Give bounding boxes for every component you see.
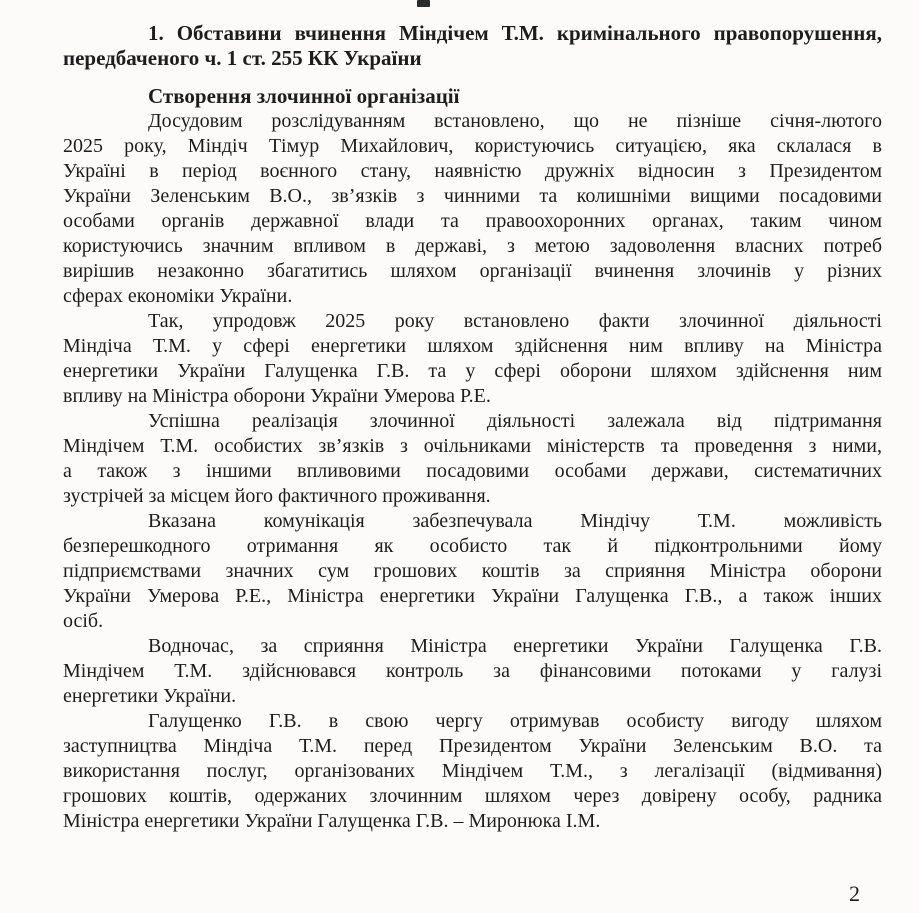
section-heading — [63, 21, 882, 71]
paragraph — [63, 509, 882, 634]
paragraph-line: Вказана комунікація забезпечувала Міндічу Т.М. можливість — [148, 510, 882, 532]
paragraph — [63, 634, 882, 709]
paragraph-line: України Умерова Р.Е., Міністра енергетики України Галущенка Г.В., а також інших — [63, 585, 882, 607]
page-number: 2 — [849, 881, 860, 906]
paragraph-line: Так, упродовж 2025 року встановлено факти злочинної діяльності — [148, 310, 882, 332]
paragraph-line: енергетики України. — [63, 685, 237, 707]
paragraph-line: підприємствами значних сум грошових коштів за сприяння Міністра оборони — [63, 560, 882, 582]
paragraph-line: грошових коштів, одержаних злочинним шляхом через довірену особу, радника — [63, 785, 882, 807]
paragraph-line: сферах економіки України. — [63, 285, 293, 307]
paragraph-line: зустрічей за місцем його фактичного проживання. — [63, 485, 491, 507]
paragraph-line: використання послуг, організованих Міндічем Т.М., з легалізації (відмивання) — [63, 760, 882, 782]
paragraphs-container — [63, 109, 882, 834]
paragraph — [63, 109, 882, 309]
paragraph-line: 2025 року, Міндіч Тімур Михайлович, користуючись ситуацією, яка склалася в — [63, 135, 882, 157]
paragraph — [63, 409, 882, 509]
heading-line: 1. Обставини вчинення Міндічем Т.М. кримінального правопорушення, — [148, 21, 882, 45]
document-content — [63, 21, 882, 834]
heading-line: передбаченого ч. 1 ст. 255 КК України — [63, 46, 422, 70]
paragraph-line: Міндічем Т.М. особистих зв’язків з очільниками міністерств та проведення з ними, — [63, 435, 882, 457]
subsection-heading: Створення злочинної організації — [148, 84, 460, 108]
paragraph-line: вирішив незаконно збагатитись шляхом організації вчинення злочинів у різних — [63, 260, 882, 282]
paragraph-line: Міндічем Т.М. здійснювався контроль за фінансовими потоками у галузі — [63, 660, 882, 682]
paragraph-line: енергетики України Галущенка Г.В. та у сфері оборони шляхом здійснення ним — [63, 360, 882, 382]
paragraph-line: осіб. — [63, 610, 104, 632]
paragraph-line: України Зеленським В.О., зв’язків з чинними та колишніми вищими посадовими — [63, 185, 882, 207]
paragraph — [63, 309, 882, 409]
paragraph-line: Міністра енергетики України Галущенка Г.В. – Миронюка І.М. — [63, 810, 601, 832]
paragraph-line: Міндіча Т.М. у сфері енергетики шляхом здійснення ним впливу на Міністра — [63, 335, 882, 357]
paragraph-line: Водночас, за сприяння Міністра енергетики України Галущенка Г.В. — [148, 635, 882, 657]
scan-artifact-mark — [417, 0, 430, 7]
paragraph-line: користуючись значним впливом в державі, з метою задоволення власних потреб — [63, 235, 882, 257]
paragraph-line: Галущенко Г.В. в свою чергу отримував особисту вигоду шляхом — [148, 710, 882, 732]
paragraph-line: заступництва Міндіча Т.М. перед Президентом України Зеленським В.О. та — [63, 735, 882, 757]
paragraph-line: Успішна реалізація злочинної діяльності залежала від підтримання — [148, 410, 882, 432]
paragraph-line: Україні в період воєнного стану, наявністю дружніх відносин з Президентом — [63, 160, 882, 182]
paragraph-line: безперешкодного отримання як особисто так й підконтрольними йому — [63, 535, 882, 557]
paragraph-line: впливу на Міністра оборони України Умерова Р.Е. — [63, 385, 491, 407]
paragraph-line: особами органів державної влади та правоохоронних органах, таким чином — [63, 210, 882, 232]
paragraph-line: Досудовим розслідуванням встановлено, що не пізніше січня-лютого — [148, 110, 882, 132]
paragraph-line: а також з іншими впливовими посадовими особами держави, систематичних — [63, 460, 882, 482]
paragraph — [63, 709, 882, 834]
